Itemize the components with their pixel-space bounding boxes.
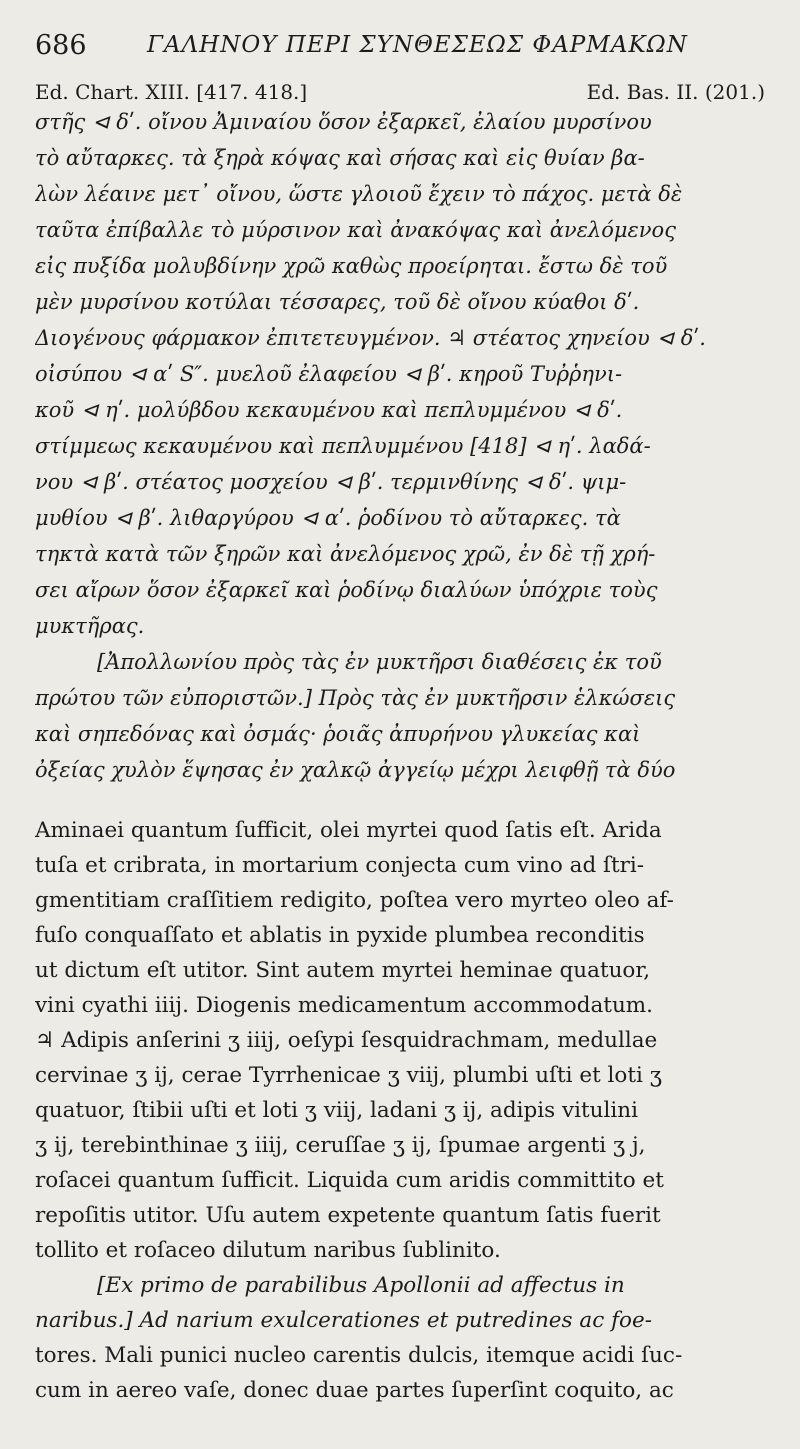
greek-line: μυθίου ⊲ βʹ. λιθαργύρου ⊲ αʹ. ῥοδίνου τὸ αὔταρκες. τὰ [35, 506, 621, 530]
greek-line: τηκτὰ κατὰ τῶν ξηρῶν καὶ ἀνελόμενος χρῶ, ἐν δὲ τῇ χρή- [35, 542, 656, 566]
running-title: ΓΑΛΗΝΟΥ ΠΕΡΙ ΣΥΝΘΕΣΕΩΣ ΦΑΡΜΑΚΩΝ [147, 32, 688, 58]
latin-line: ʒ ij, terebinthinae ʒ iiij, ceruſſae ʒ ij, ſpumae argenti ʒ j, [35, 1133, 646, 1158]
greek-line: στῆς ⊲ δʹ. οἴνου Ἀμιναίου ὅσον ἐξαρκεῖ, ἐλαίου μυρσίνου [35, 110, 652, 134]
latin-line: gmentitiam craſſitiem redigito, poſtea vero myrteo oleo af- [35, 888, 674, 913]
greek-line: Διογένους φάρμακον ἐπιτετευγμένον. ♃ στέατος χηνείου ⊲ δʹ. [35, 326, 706, 350]
greek-line: οἰσύπου ⊲ αʹ S″. μυελοῦ ἐλαφείου ⊲ βʹ. κηροῦ Τυῤῥηνι- [35, 362, 623, 386]
page-number: 686 [35, 30, 87, 61]
greek-line: λὼν λέαινε μετ᾽ οἴνου, ὥστε γλοιοῦ ἔχειν τὸ πάχος. μετὰ δὲ [35, 182, 683, 206]
latin-line: tores. Mali punici nucleo carentis dulcis, itemque acidi ſuc- [35, 1343, 683, 1368]
latin-line: ♃ Adipis anſerini ʒ iiij, oeſypi ſesquidrachmam, medullae [35, 1028, 658, 1053]
greek-line: μυκτῆρας. [35, 614, 145, 638]
edition-basel-reference: Ed. Bas. II. (201.) [586, 80, 765, 104]
latin-line: Aminaei quantum ſufficit, olei myrtei quod ſatis eſt. Arida [35, 818, 662, 843]
latin-line: quatuor, ſtibii uſti et loti ʒ viij, ladani ʒ ij, adipis vitulini [35, 1098, 638, 1123]
latin-line: repoſitis utitor. Uſu autem expetente quantum ſatis fuerit [35, 1203, 661, 1228]
latin-text-block [35, 813, 767, 1408]
greek-line: στίμμεως κεκαυμένου καὶ πεπλυμμένου [418] ⊲ ηʹ. λαδά- [35, 434, 651, 458]
greek-line: πρώτου τῶν εὐποριστῶν.] Πρὸς τὰς ἐν μυκτῆρσιν ἑλκώσεις [35, 686, 676, 710]
greek-line: εἰς πυξίδα μολυβδίνην χρῶ καθὼς προείρηται. ἔστω δὲ τοῦ [35, 254, 668, 278]
greek-line: καὶ σηπεδόνας καὶ ὀσμάς· ῥοιᾶς ἀπυρήνου γλυκείας καὶ [35, 722, 641, 746]
latin-line: fuſo conquaſſato et ablatis in pyxide plumbea reconditis [35, 923, 645, 948]
latin-line: vini cyathi iiij. Diogenis medicamentum accommodatum. [35, 993, 654, 1018]
greek-line: σει αἴρων ὅσον ἐξαρκεῖ καὶ ῥοδίνῳ διαλύων ὑπόχριε τοὺς [35, 578, 658, 602]
latin-line: tollito et roſaceo dilutum naribus ſublinito. [35, 1238, 501, 1263]
greek-line: μὲν μυρσίνου κοτύλαι τέσσαρες, τοῦ δὲ οἴνου κύαθοι δʹ. [35, 290, 640, 314]
greek-line: [Ἀπολλωνίου πρὸς τὰς ἐν μυκτῆρσι διαθέσεις ἐκ τοῦ [97, 650, 662, 674]
greek-line: τὸ αὔταρκες. τὰ ξηρὰ κόψας καὶ σήσας καὶ εἰς θυίαν βα- [35, 146, 645, 170]
latin-line: [Ex primo de parabilibus Apollonii ad affectus in [97, 1273, 625, 1298]
latin-line: tuſa et cribrata, in mortarium conjecta cum vino ad ſtri- [35, 853, 645, 878]
latin-line: naribus.] Ad narium exulcerationes et putredines ac foe- [35, 1308, 652, 1333]
greek-line: κοῦ ⊲ ηʹ. μολύβδου κεκαυμένου καὶ πεπλυμμένου ⊲ δʹ. [35, 398, 623, 422]
page-header [35, 30, 765, 70]
edition-chart-reference: Ed. Chart. XIII. [417. 418.] [35, 80, 308, 104]
greek-line: νου ⊲ βʹ. στέατος μοσχείου ⊲ βʹ. τερμινθίνης ⊲ δʹ. ψιμ- [35, 470, 627, 494]
greek-line: ὀξείας χυλὸν ἕψησας ἐν χαλκῷ ἀγγείῳ μέχρι λειφθῇ τὰ δύο [35, 758, 676, 782]
latin-line: ut dictum eſt utitor. Sint autem myrtei heminae quatuor, [35, 958, 651, 983]
latin-line: cervinae ʒ ij, cerae Tyrrhenicae ʒ viij, plumbi uſti et loti ʒ [35, 1063, 662, 1088]
greek-line: ταῦτα ἐπίβαλλε τὸ μύρσινον καὶ ἀνακόψας καὶ ἀνελόμενος [35, 218, 676, 242]
latin-line: roſacei quantum ſufficit. Liquida cum aridis committito et [35, 1168, 664, 1193]
latin-line: cum in aereo vaſe, donec duae partes ſuperſint coquito, ac [35, 1378, 674, 1403]
edition-reference-line [35, 80, 765, 106]
greek-text-block [35, 104, 767, 788]
